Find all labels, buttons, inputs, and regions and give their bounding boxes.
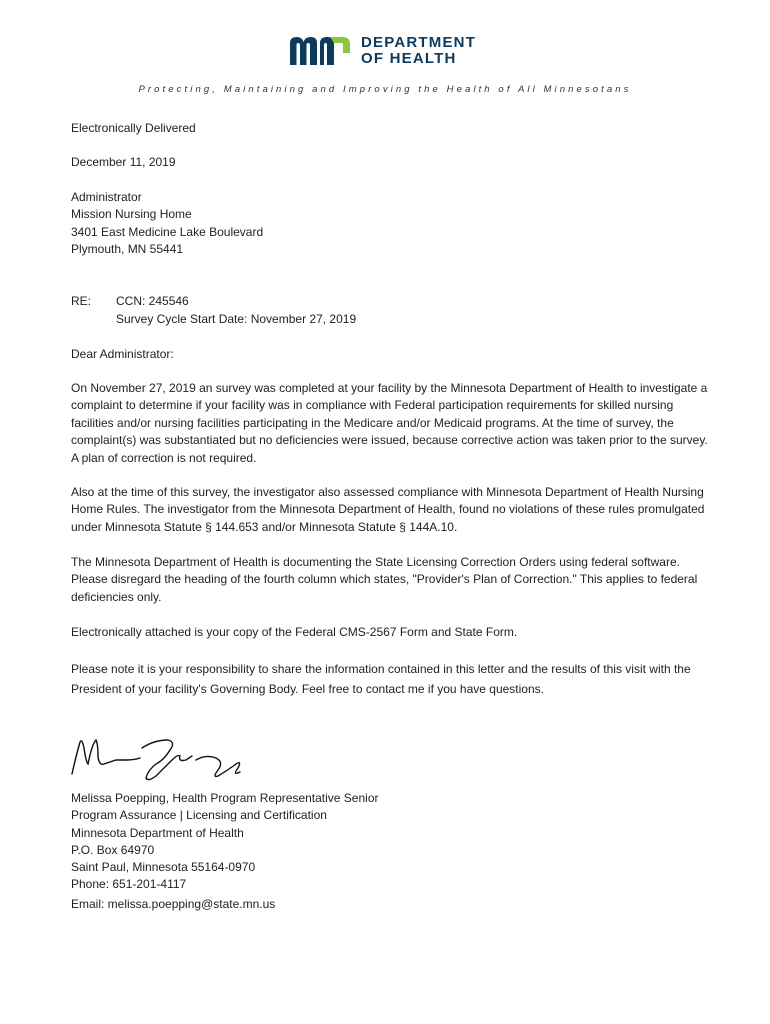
paragraph-survey-result: On November 27, 2019 an survey was completed at your facility by the Minnesota Department of Health to investigate a complaint to determine if your facility was in compliance with Federal participation requirements for skilled nursing facilities and/or nursing facilities participating in the Medicare and/or Medicaid programs. At the time of survey, the complaint(s) was substantiated but no deficiencies were issued, because corrective action was taken prior to the survey. A plan of correction is not required.: [71, 381, 708, 465]
delivery-method: Electronically Delivered: [71, 121, 196, 135]
paragraph-responsibility: Please note it is your responsibility to share the information contained in this letter and the results of this visit with the President of your facility's Governing Body. Feel free to contact me if you have questions.: [71, 662, 691, 696]
sender-city: Saint Paul, Minnesota 55164-0970: [71, 860, 256, 874]
paragraph-correction-orders: The Minnesota Department of Health is documenting the State Licensing Correction Orders using federal software. Please disregard the heading of the fourth column which states, "Provider's Plan of Correction." This applies to federal deficiencies only.: [71, 555, 698, 604]
sender-po-box: P.O. Box 64970: [71, 843, 155, 857]
handwritten-signature: [68, 734, 253, 786]
sender-unit: Program Assurance | Licensing and Certification: [71, 808, 327, 822]
re-label: RE:: [71, 294, 92, 308]
mn-logo-mark-icon: [288, 35, 354, 65]
survey-start-date: Survey Cycle Start Date: November 27, 2019: [116, 312, 357, 326]
logo-text-of-health: OF HEALTH: [361, 50, 457, 67]
ccn-number: CCN: 245546: [116, 294, 189, 308]
sender-phone: Phone: 651-201-4117: [71, 877, 187, 891]
letter-date: December 11, 2019: [71, 155, 176, 169]
recipient-city: Plymouth, MN 55441: [71, 242, 184, 256]
recipient-title: Administrator: [71, 190, 142, 204]
sender-org: Minnesota Department of Health: [71, 826, 244, 840]
recipient-facility: Mission Nursing Home: [71, 207, 192, 221]
mdh-logo: [288, 33, 488, 71]
tagline: Protecting, Maintaining and Improving the Health of All Minnesotans: [138, 84, 632, 95]
paragraph-attachments: Electronically attached is your copy of the Federal CMS-2567 Form and State Form.: [71, 625, 518, 639]
recipient-street: 3401 East Medicine Lake Boulevard: [71, 225, 264, 239]
paragraph-nursing-home-rules: Also at the time of this survey, the investigator also assessed compliance with Minnesota Department of Health Nursing Home Rules. The investigator from the Minnesota Department of Health, found no violations of these rules promulgated under Minnesota Statute § 144.653 and/or Minnesota Statute § 144A.10.: [71, 485, 705, 534]
sender-email: Email: melissa.poepping@state.mn.us: [71, 897, 276, 911]
sender-name-title: Melissa Poepping, Health Program Representative Senior: [71, 791, 379, 805]
logo-text-department: DEPARTMENT: [361, 34, 477, 51]
salutation: Dear Administrator:: [71, 347, 174, 361]
